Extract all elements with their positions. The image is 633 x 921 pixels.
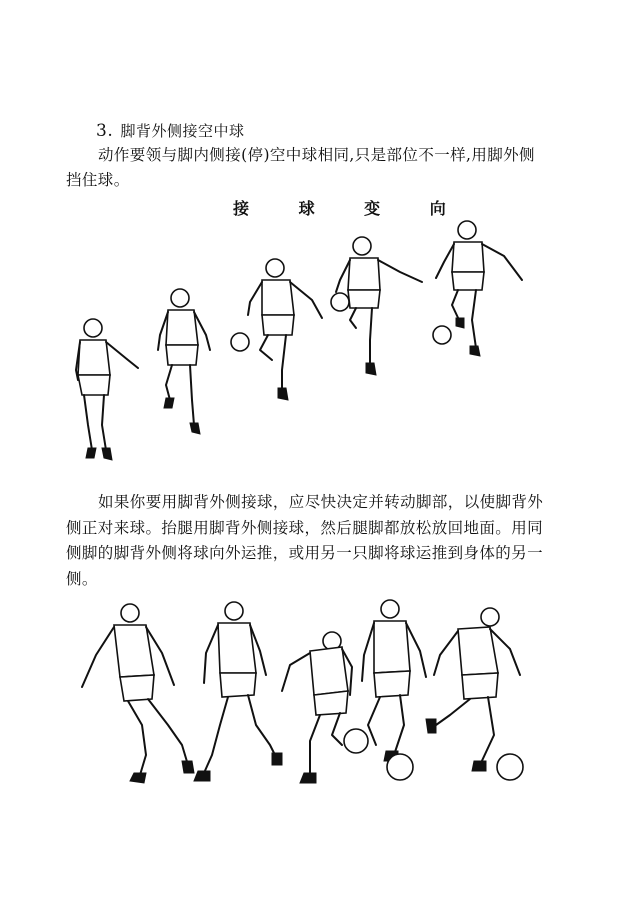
ball-4 — [344, 729, 368, 753]
ball-2 — [331, 293, 349, 311]
player-figure-1 — [76, 319, 138, 460]
ball-1 — [231, 333, 249, 351]
player-figure-10 — [426, 608, 520, 771]
player-figure-8 — [282, 632, 352, 783]
paragraph-2: 如果你要用脚背外侧接球，应尽快决定并转动脚部，以使脚背外侧正对来球。抬腿用脚背外侧接球，然后腿脚都放松放回地面。用同侧脚的脚背外侧将球向外运推，或用另一只脚将球运推到身体的另一侧。 — [66, 493, 544, 588]
section-heading — [96, 120, 245, 141]
ball-5 — [387, 754, 413, 780]
ball-3 — [433, 326, 451, 344]
section-title: 脚背外侧接空中球 — [120, 122, 245, 140]
figure-1-title: 接 球 变 向 — [233, 199, 468, 218]
paragraph-1: 动作要领与脚内侧接(停)空中球相同,只是部位不一样,用脚外侧挡住球。 — [66, 146, 535, 189]
player-figure-6 — [82, 604, 194, 783]
player-figure-9 — [362, 600, 426, 761]
player-figure-7 — [194, 602, 282, 781]
ball-6 — [497, 754, 523, 780]
figure-1-illustration — [60, 210, 540, 470]
player-figure-2 — [158, 289, 210, 434]
player-figure-3 — [248, 259, 322, 400]
figure-2-illustration — [70, 595, 540, 795]
section-number: 3. — [96, 121, 114, 141]
